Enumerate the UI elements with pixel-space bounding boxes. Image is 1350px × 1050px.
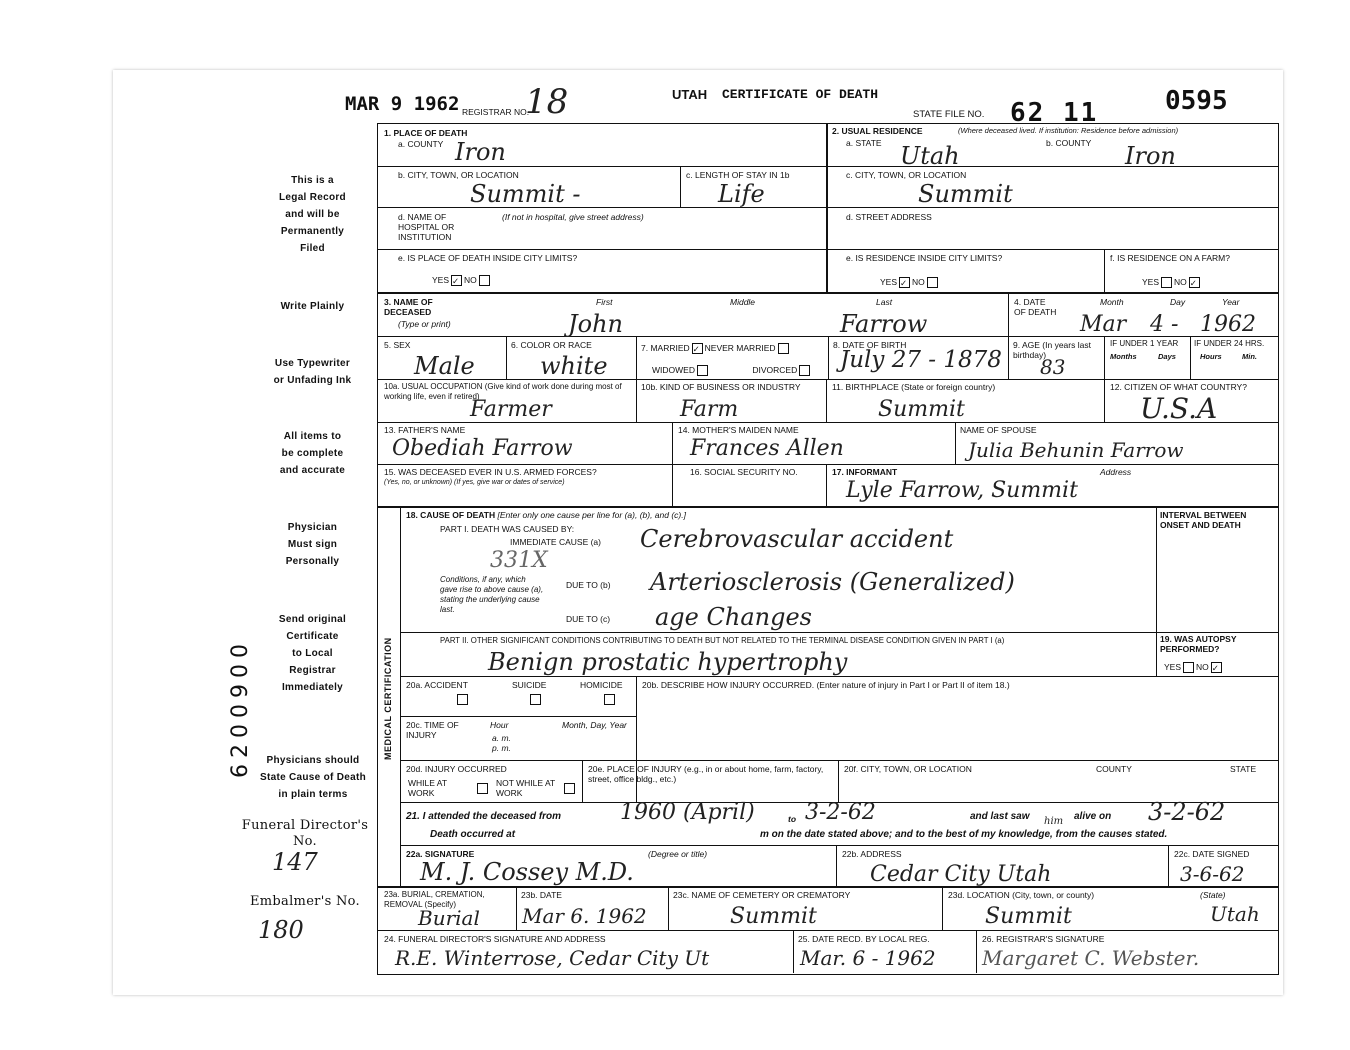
value-city: Summit - xyxy=(470,180,581,208)
label-middle: Middle xyxy=(730,297,756,307)
value-last-name: Farrow xyxy=(840,310,928,338)
label-sig-address: 22b. ADDRESS xyxy=(842,849,902,859)
state-file-label: STATE FILE NO. xyxy=(913,109,985,120)
rule xyxy=(378,886,1278,888)
label-ssn: 16. SOCIAL SECURITY NO. xyxy=(690,467,798,477)
label-type-print: (Type or print) xyxy=(398,319,451,329)
label-month: Month xyxy=(1100,297,1124,307)
label-res-city: c. CITY, TOWN, OR LOCATION xyxy=(846,170,967,180)
value-race: white xyxy=(540,352,608,380)
rule xyxy=(826,464,827,506)
rule xyxy=(1156,506,1157,676)
vertical-file-number: 6200900 xyxy=(228,638,253,778)
checkbox-suicide[interactable] xyxy=(530,694,541,705)
value-dob: July 27 - 1878 xyxy=(840,347,1002,373)
label-state-paren: (State) xyxy=(1200,890,1226,900)
label-months: Months xyxy=(1110,352,1137,361)
value-part2: Benign prostatic hypertrophy xyxy=(488,648,848,676)
label-burial-date: 23b. DATE xyxy=(521,890,562,900)
rule xyxy=(1008,336,1009,379)
value-cemetery: Summit xyxy=(730,904,817,929)
label-due-b: DUE TO (b) xyxy=(566,580,611,590)
value-death-day: 4 - xyxy=(1150,312,1179,337)
rule xyxy=(668,886,669,930)
checkbox-death-inside[interactable]: YES ✓ NO xyxy=(432,275,492,286)
label-industry: 10b. KIND OF BUSINESS OR INDUSTRY xyxy=(641,382,801,392)
rule xyxy=(1190,336,1191,379)
value-attended-to: 3-2-62 xyxy=(805,800,876,825)
label-last-saw: and last saw xyxy=(970,811,1030,822)
value-res-county: Iron xyxy=(1125,142,1176,170)
rule xyxy=(838,760,839,802)
label-residence-note: (Where deceased lived. If institution: Residence before admission) xyxy=(958,126,1179,135)
checkbox-res-inside[interactable]: YES ✓ NO xyxy=(880,277,940,288)
value-alive-date: 3-2-62 xyxy=(1148,798,1226,826)
certificate-title: CERTIFICATE OF DEATH xyxy=(722,87,879,102)
funeral-director-no: 147 xyxy=(272,848,318,876)
label-residence: 2. USUAL RESIDENCE xyxy=(832,126,923,136)
checkbox-homicide[interactable] xyxy=(604,694,615,705)
embalmer-no: 180 xyxy=(258,916,304,944)
label-informant: 17. INFORMANT xyxy=(832,467,898,477)
registrar-no-label: REGISTRAR NO. xyxy=(462,107,530,117)
checkbox-not-while[interactable] xyxy=(564,783,575,794)
label-birthplace: 11. BIRTHPLACE (State or foreign country) xyxy=(832,382,996,392)
label-armed-forces: 15. WAS DECEASED EVER IN U.S. ARMED FORCES? xyxy=(384,467,597,477)
value-burial: Burial xyxy=(418,906,480,930)
label-widowed: WIDOWED DIVORCED xyxy=(652,365,812,376)
label-interval: INTERVAL BETWEEN ONSET AND DEATH xyxy=(1160,510,1247,530)
label-address: Address xyxy=(1100,467,1132,477)
rule xyxy=(378,506,1278,508)
value-location-state: Utah xyxy=(1210,902,1260,926)
label-occupation: 10a. USUAL OCCUPATION (Give kind of work done during most of working life, even if retired) xyxy=(384,382,622,401)
rule xyxy=(826,379,827,422)
label-location: 23d. LOCATION (City, town, or county) xyxy=(948,890,1095,900)
label-injury-county: COUNTY xyxy=(1096,764,1132,774)
label-hours: Hours xyxy=(1200,352,1222,361)
label-sex: 5. SEX xyxy=(384,340,411,350)
rule xyxy=(1104,249,1105,293)
label-hospital-note: (If not in hospital, give street address) xyxy=(502,212,644,222)
value-birthplace: Summit xyxy=(878,397,965,422)
label-conditions: Conditions, if any, which gave rise to above cause (a), stating the underlying cause last. xyxy=(440,575,544,614)
label-autopsy: 19. WAS AUTOPSY PERFORMED? xyxy=(1160,634,1237,654)
rule xyxy=(836,845,837,887)
label-min: Min. xyxy=(1242,352,1257,361)
rule xyxy=(582,760,583,802)
rule xyxy=(378,464,1278,465)
value-sex: Male xyxy=(414,352,475,380)
label-farm: f. IS RESIDENCE ON A FARM? xyxy=(1110,253,1230,263)
label-time-injury: 20c. TIME OF INJURY xyxy=(406,720,459,740)
label-armed-note: (Yes, no, or unknown) (If yes, give war or dates of service) xyxy=(384,479,565,486)
rule xyxy=(400,716,636,717)
label-mother: 14. MOTHER'S MAIDEN NAME xyxy=(678,425,799,435)
value-physician-signature: M. J. Cossey M.D. xyxy=(420,858,634,886)
received-stamp: MAR 9 1962 xyxy=(345,93,460,115)
side-note-send-original: Send original Certificate to Local Registrar Immediately xyxy=(278,614,347,693)
rule xyxy=(378,249,1278,250)
label-res-inside-limits: e. IS RESIDENCE INSIDE CITY LIMITS? xyxy=(846,253,1003,263)
registrar-no: 18 xyxy=(525,82,569,122)
label-married: 7. MARRIED ✓ NEVER MARRIED xyxy=(641,343,791,354)
value-informant: Lyle Farrow, Summit xyxy=(846,478,1078,503)
label-signature: 22a. SIGNATURE xyxy=(406,849,475,859)
label-registrar-sig: 26. REGISTRAR'S SIGNATURE xyxy=(982,934,1105,944)
value-funeral-sig: R.E. Winterrose, Cedar City Ut xyxy=(395,946,710,970)
label-injury-state: STATE xyxy=(1230,764,1257,774)
rule xyxy=(976,930,977,973)
rule xyxy=(1008,292,1009,336)
rule xyxy=(378,930,1278,931)
rule xyxy=(955,422,956,464)
label-name-deceased: 3. NAME OF DECEASED xyxy=(384,297,433,317)
value-citizen: U.S.A xyxy=(1140,392,1218,425)
state-file-no: 62 11 xyxy=(1010,98,1099,128)
value-father: Obediah Farrow xyxy=(392,436,573,461)
value-burial-date: Mar 6. 1962 xyxy=(522,904,647,928)
side-note-physician-sign: Physician Must sign Personally xyxy=(285,522,340,567)
label-under-1: IF UNDER 1 YEAR xyxy=(1110,339,1179,348)
label-inside-limits: e. IS PLACE OF DEATH INSIDE CITY LIMITS? xyxy=(398,253,578,263)
side-note-typewriter: Use Typewriter or Unfading Ink xyxy=(273,358,352,386)
label-year: Year xyxy=(1222,297,1240,307)
value-first-name: John xyxy=(568,310,623,338)
value-saw-him: him xyxy=(1044,816,1064,827)
label-last: Last xyxy=(876,297,893,307)
rule xyxy=(1168,845,1169,887)
label-race: 6. COLOR OR RACE xyxy=(511,340,592,350)
embalmer-label: Embalmer's No. xyxy=(250,894,360,909)
value-date-signed: 3-6-62 xyxy=(1180,862,1245,886)
side-note-complete: All items to be complete and accurate xyxy=(279,431,346,476)
label-day: Day xyxy=(1170,297,1186,307)
label-hospital: d. NAME OF HOSPITAL OR INSTITUTION xyxy=(398,212,455,242)
label-immediate: IMMEDIATE CAUSE (a) xyxy=(510,537,601,547)
value-sig-address: Cedar City Utah xyxy=(870,862,1052,887)
value-res-city: Summit xyxy=(918,180,1013,208)
label-degree: (Degree or title) xyxy=(648,849,708,859)
label-first: First xyxy=(596,297,613,307)
label-city: b. CITY, TOWN, OR LOCATION xyxy=(398,170,519,180)
side-note-write-plainly: Write Plainly xyxy=(280,301,345,312)
label-injury-city: 20f. CITY, TOWN, OR LOCATION xyxy=(844,764,972,774)
label-attended: 21. I attended the deceased from xyxy=(406,811,562,822)
value-occupation: Farmer xyxy=(470,397,552,422)
label-injury-how: 20b. DESCRIBE HOW INJURY OCCURRED. (Enter nature of injury in Part I or Part II of item 18.) xyxy=(642,680,1010,690)
label-while-work: WHILE AT WORK xyxy=(408,778,447,798)
rule xyxy=(400,676,1278,677)
value-attended-from: 1960 (April) xyxy=(620,800,755,825)
value-date-recd: Mar. 6 - 1962 xyxy=(800,946,936,970)
label-citizen: 12. CITIZEN OF WHAT COUNTRY? xyxy=(1110,382,1247,392)
label-accident: 20a. ACCIDENT xyxy=(406,680,468,690)
rule xyxy=(400,845,1278,846)
label-father: 13. FATHER'S NAME xyxy=(384,425,466,435)
label-to: to xyxy=(788,814,797,824)
value-cause-b: Arteriosclerosis (Generalized) xyxy=(650,568,1015,596)
value-mother: Frances Allen xyxy=(690,436,844,461)
value-industry: Farm xyxy=(680,397,739,422)
label-part1: PART I. DEATH WAS CAUSED BY: xyxy=(440,524,575,534)
value-county: Iron xyxy=(455,138,506,166)
side-note-legal-record: This is a Legal Record and will be Permanently Filed xyxy=(279,175,346,254)
value-cause-a: Cerebrovascular accident xyxy=(640,525,954,553)
label-res-county: b. COUNTY xyxy=(1046,138,1092,148)
rule xyxy=(378,292,1278,294)
checkbox-farm[interactable]: YES NO ✓ xyxy=(1142,277,1202,288)
label-days: Days xyxy=(1158,352,1176,361)
medical-certification-label: MEDICAL CERTIFICATION xyxy=(383,637,393,760)
side-note-plain-terms: Physicians should State Cause of Death in plain terms xyxy=(259,755,367,800)
checkbox-while-work[interactable] xyxy=(477,783,488,794)
value-cause-c: age Changes xyxy=(655,603,812,631)
label-place-of-death: 1. PLACE OF DEATH xyxy=(384,128,468,138)
file-sequence: 0595 xyxy=(1165,86,1228,116)
checkbox-autopsy[interactable]: YES NO ✓ xyxy=(1164,662,1224,673)
label-dob: 8. DATE OF BIRTH xyxy=(833,340,907,350)
label-cemetery: 23c. NAME OF CEMETERY OR CREMATORY xyxy=(673,890,851,900)
label-occurred-at: Death occurred at xyxy=(430,829,516,840)
rule xyxy=(506,336,507,379)
value-spouse: Julia Behunin Farrow xyxy=(968,438,1184,462)
label-date-death: 4. DATE OF DEATH xyxy=(1014,297,1057,317)
label-spouse: NAME OF SPOUSE xyxy=(960,425,1037,435)
label-part2: PART II. OTHER SIGNIFICANT CONDITIONS CONTRIBUTING TO DEATH BUT NOT RELATED TO THE TERMINAL DISEASE CONDITION GIVEN IN PART I (a) xyxy=(440,636,1005,645)
rule xyxy=(400,506,401,886)
value-res-state: Utah xyxy=(900,142,960,170)
label-county: a. COUNTY xyxy=(398,139,444,149)
label-ampm: a. m. p. m. xyxy=(492,733,511,753)
label-age: 9. AGE (In years last birthday) xyxy=(1013,340,1091,360)
value-death-year: 1962 xyxy=(1200,312,1256,337)
rule xyxy=(378,379,1278,380)
checkbox-accident[interactable] xyxy=(457,694,468,705)
label-burial: 23a. BURIAL, CREMATION, REMOVAL (Specify) xyxy=(384,890,485,909)
label-res-state: a. STATE xyxy=(846,138,882,148)
label-due-c: DUE TO (c) xyxy=(566,614,611,624)
label-date-recd: 25. DATE RECD. BY LOCAL REG. xyxy=(798,934,930,944)
label-statement: m on the date stated above; and to the best of my knowledge, from the causes stated. xyxy=(760,829,1168,840)
label-under-24: IF UNDER 24 HRS. xyxy=(1194,339,1265,348)
label-cause-of-death: 18. CAUSE OF DEATH [Enter only one cause per line for (a), (b), and (c).] xyxy=(406,510,686,520)
label-not-while: NOT WHILE AT WORK xyxy=(496,778,556,798)
rule xyxy=(828,336,829,379)
value-death-month: Mar xyxy=(1080,312,1127,337)
label-funeral-sig: 24. FUNERAL DIRECTOR'S SIGNATURE AND ADDRESS xyxy=(384,934,606,944)
title-state: UTAH xyxy=(672,87,708,102)
rule xyxy=(826,123,828,293)
label-suicide: SUICIDE xyxy=(512,680,547,690)
rule xyxy=(400,632,1278,633)
rule xyxy=(793,930,794,973)
value-stay: Life xyxy=(718,180,765,208)
label-hour: Hour xyxy=(490,720,509,730)
value-age: 83 xyxy=(1040,355,1066,379)
rule xyxy=(400,760,1278,761)
value-location: Summit xyxy=(985,904,1072,929)
label-street: d. STREET ADDRESS xyxy=(846,212,932,222)
rule xyxy=(680,166,681,207)
label-alive-on: alive on xyxy=(1074,811,1112,822)
label-stay: c. LENGTH OF STAY IN 1b xyxy=(686,170,790,180)
value-registrar-sig: Margaret C. Webster. xyxy=(982,946,1200,970)
label-homicide: HOMICIDE xyxy=(580,680,623,690)
funeral-director-label: Funeral Director's No. xyxy=(241,818,369,849)
value-cause-code: 331X xyxy=(490,548,548,573)
label-date-signed: 22c. DATE SIGNED xyxy=(1174,849,1250,859)
label-mdy: Month, Day, Year xyxy=(562,720,627,730)
rule xyxy=(516,886,517,930)
label-injury-occurred: 20d. INJURY OCCURRED xyxy=(406,764,507,774)
label-place-injury: 20e. PLACE OF INJURY (e.g., in or about home, farm, factory, street, office bldg., etc.) xyxy=(588,764,824,784)
rule xyxy=(942,886,943,930)
